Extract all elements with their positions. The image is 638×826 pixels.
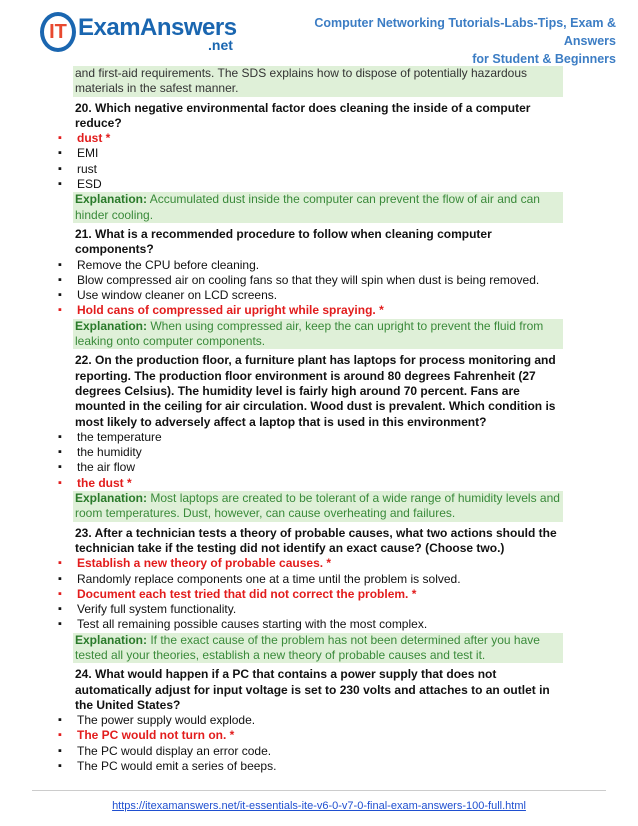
explanation-label: Explanation: (75, 192, 148, 207)
options-list (0, 430, 638, 491)
question-20: 20. Which negative environmental factor does cleaning the inside of a computer reduce? (75, 100, 531, 130)
option: ▪ Blow compressed air on cooling fans so that they will spin when dust is being removed. (0, 273, 638, 288)
explanation-text: Accumulated dust inside the computer can prevent the flow of air and can hinder cooling. (75, 192, 540, 222)
question-21: 21. What is a recommended procedure to follow when cleaning computer components? (75, 226, 492, 257)
question-22: 22. On the production floor, a furniture plant has laptops for process monitoring and reporting. The production floor environment is around 80 degrees Fahrenheit (27 degrees Celsius). The humidity level is fairly high around 70 percent. Fans are mounted in the ceiling for air circulation. Wood dust is prevalent. Which condition is most likely to adversely affect a laptop that is used in this environment? (75, 353, 556, 429)
explanation-label: Explanation: (75, 318, 148, 333)
logo-name: ExamAnswers (78, 14, 237, 41)
option: ▪ Use window cleaner on LCD screens. (0, 288, 638, 303)
option: ▪ the temperature (0, 430, 638, 445)
option: ▪ The power supply would explode. (0, 713, 638, 728)
option: ▪ Randomly replace components one at a time until the problem is solved. (0, 572, 638, 587)
options-list (0, 131, 638, 192)
option: ▪ Test all remaining possible causes starting with the most complex. (0, 617, 638, 632)
tagline-line-1: Computer Networking Tutorials-Labs-Tips, Exam & Answers (314, 16, 616, 48)
option: ▪ The PC would display an error code. (0, 744, 638, 759)
option: ▪ rust (0, 162, 638, 177)
option: ▪ the air flow (0, 460, 638, 475)
options-list (0, 556, 638, 632)
footer-link[interactable]: https://itexamanswers.net/it-essentials-ite-v6-0-v7-0-final-exam-answers-100-full.html (112, 800, 526, 812)
explanation-21 (73, 319, 563, 350)
options-list (0, 258, 638, 319)
explanation-23 (73, 633, 563, 664)
page-footer (0, 800, 638, 812)
explanation-label: Explanation: (75, 632, 148, 647)
explanation-text: When using compressed air, keep the can upright to prevent the fluid from leaking onto computer components. (75, 318, 544, 349)
options-list (0, 713, 638, 774)
option-correct: ▪ Establish a new theory of probable causes. * (0, 556, 638, 571)
question-23: 23. After a technician tests a theory of probable causes, what two actions should the technician take if the testing did not identify an exact cause? (Choose two.) (75, 525, 557, 555)
page-header (0, 0, 638, 66)
intro-explanation: and first-aid requirements. The SDS explains how to dispose of potentially hazardous materials in the safest manner. (73, 66, 563, 97)
explanation-text: Most laptops are created to be tolerant of a wide range of humidity levels and room temperatures. Dust, however, can cause overheating and failures. (75, 491, 560, 521)
question-24: 24. What would happen if a PC that contains a power supply that does not automatically adjust for input voltage is set to 230 volts and attaches to an outlet in the United States? (75, 667, 550, 712)
explanation-text: If the exact cause of the problem has not been determined after you have tested all your theories, establish a new theory of probable causes and test it. (75, 632, 540, 662)
site-logo[interactable] (40, 12, 240, 56)
explanation-22 (73, 491, 563, 522)
logo-it-badge: IT (40, 12, 76, 52)
option: ▪ ESD (0, 177, 638, 192)
option-correct: ▪ dust * (0, 131, 638, 146)
option: ▪ The PC would emit a series of beeps. (0, 759, 638, 774)
footer-divider (32, 790, 606, 791)
page-content (0, 66, 638, 774)
explanation-20 (73, 192, 563, 223)
logo-suffix: .net (208, 37, 233, 53)
option: ▪ Remove the CPU before cleaning. (0, 258, 638, 273)
explanation-label: Explanation: (75, 491, 148, 506)
option-correct: ▪ the dust * (0, 476, 638, 491)
option: ▪ EMI (0, 146, 638, 161)
option: ▪ Verify full system functionality. (0, 602, 638, 617)
tagline-line-2: for Student & Beginners (472, 52, 616, 66)
site-tagline (276, 14, 616, 68)
option: ▪ the humidity (0, 445, 638, 460)
option-correct: ▪ Document each test tried that did not correct the problem. * (0, 587, 638, 602)
option-correct: ▪ The PC would not turn on. * (0, 728, 638, 743)
option-correct: ▪ Hold cans of compressed air upright while spraying. * (0, 303, 638, 318)
